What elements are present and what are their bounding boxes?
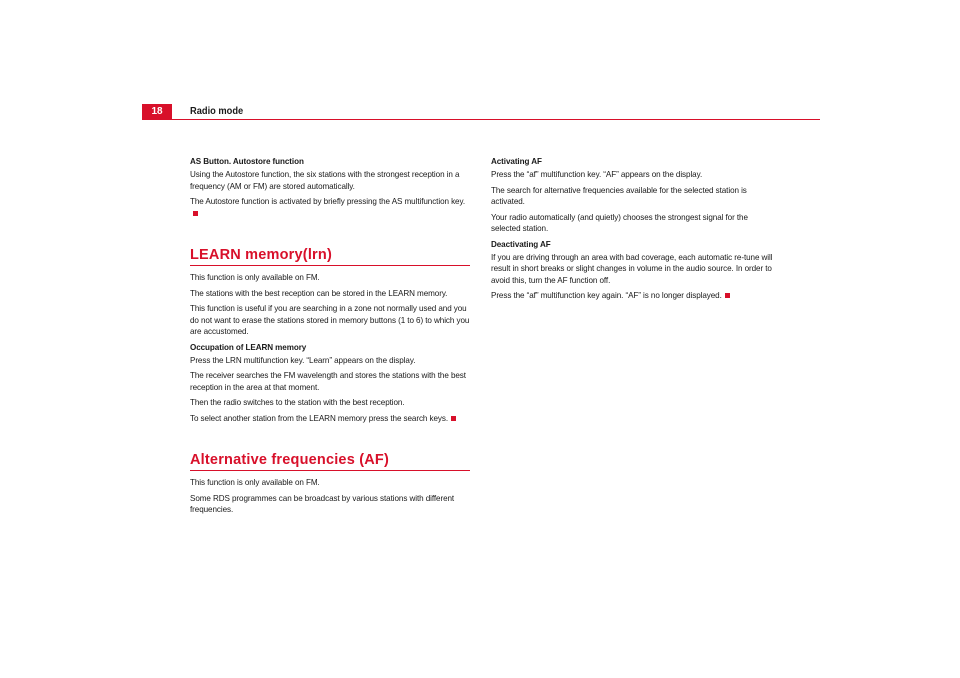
paragraph: Some RDS programmes can be broadcast by various stations with different frequencies.: [190, 493, 455, 514]
section-end-marker-icon: [193, 211, 198, 216]
paragraph: Press the LRN multifunction key. “Learn” appears on the display.: [190, 355, 416, 365]
subheading-autostore: AS Button. Autostore function: [190, 157, 304, 166]
section-learn-memory: [190, 247, 470, 266]
paragraph-text: The Autostore function is activated by briefly pressing the AS multifunction key.: [190, 197, 465, 206]
subheading-deactivating-af: Deactivating AF: [491, 239, 551, 249]
section-divider: [190, 265, 470, 266]
paragraph: The stations with the best reception can be stored in the LEARN memory.: [190, 288, 448, 298]
section-end-marker-icon: [725, 293, 730, 298]
paragraph: Press the “af” multifunction key. “AF” appears on the display.: [491, 170, 703, 179]
left-column: [190, 156, 470, 520]
paragraph: The search for alternative frequencies available for the selected station is activated.: [491, 185, 747, 206]
header-divider: [142, 119, 820, 120]
running-header-title: Radio mode: [190, 106, 244, 117]
section-heading-learn: LEARN memory(lrn): [190, 247, 332, 263]
paragraph: The receiver searches the FM wavelength and stores the stations with the best reception in the area at that moment.: [190, 371, 466, 392]
subheading-learn-occupation: Occupation of LEARN memory: [190, 342, 307, 352]
section-alternative-frequencies: [190, 452, 470, 471]
page-number: 18: [142, 104, 172, 119]
paragraph: Using the Autostore function, the six stations with the strongest reception in a frequency (AM or FM) are stored automatically.: [190, 170, 460, 191]
paragraph: [190, 413, 470, 425]
right-column: [491, 156, 776, 306]
section-divider: [190, 470, 470, 471]
paragraph: This function is only available on FM.: [190, 273, 320, 282]
paragraph: Then the radio switches to the station with the best reception.: [190, 398, 405, 407]
paragraph: This function is only available on FM.: [190, 478, 320, 487]
paragraph: [190, 196, 470, 219]
paragraph: [491, 290, 776, 302]
paragraph: Your radio automatically (and quietly) chooses the strongest signal for the selected station.: [491, 212, 748, 233]
subheading-activating-af: Activating AF: [491, 157, 542, 166]
paragraph-text: Press the “af” multifunction key again. “AF” is no longer displayed.: [491, 291, 722, 300]
paragraph-text: To select another station from the LEARN memory press the search keys.: [190, 413, 449, 423]
paragraph: If you are driving through an area with bad coverage, each automatic re-tune will result in short breaks or slight changes in volume in the audio source. In order to avoid this, turn the AF function off.: [491, 252, 773, 285]
section-heading-af: Alternative frequencies (AF): [190, 452, 389, 468]
paragraph: This function is useful if you are searching in a zone not normally used and you do not want to erase the stations stored in memory buttons (1 to 6) to which you are accustomed.: [190, 304, 470, 336]
section-end-marker-icon: [451, 416, 456, 421]
